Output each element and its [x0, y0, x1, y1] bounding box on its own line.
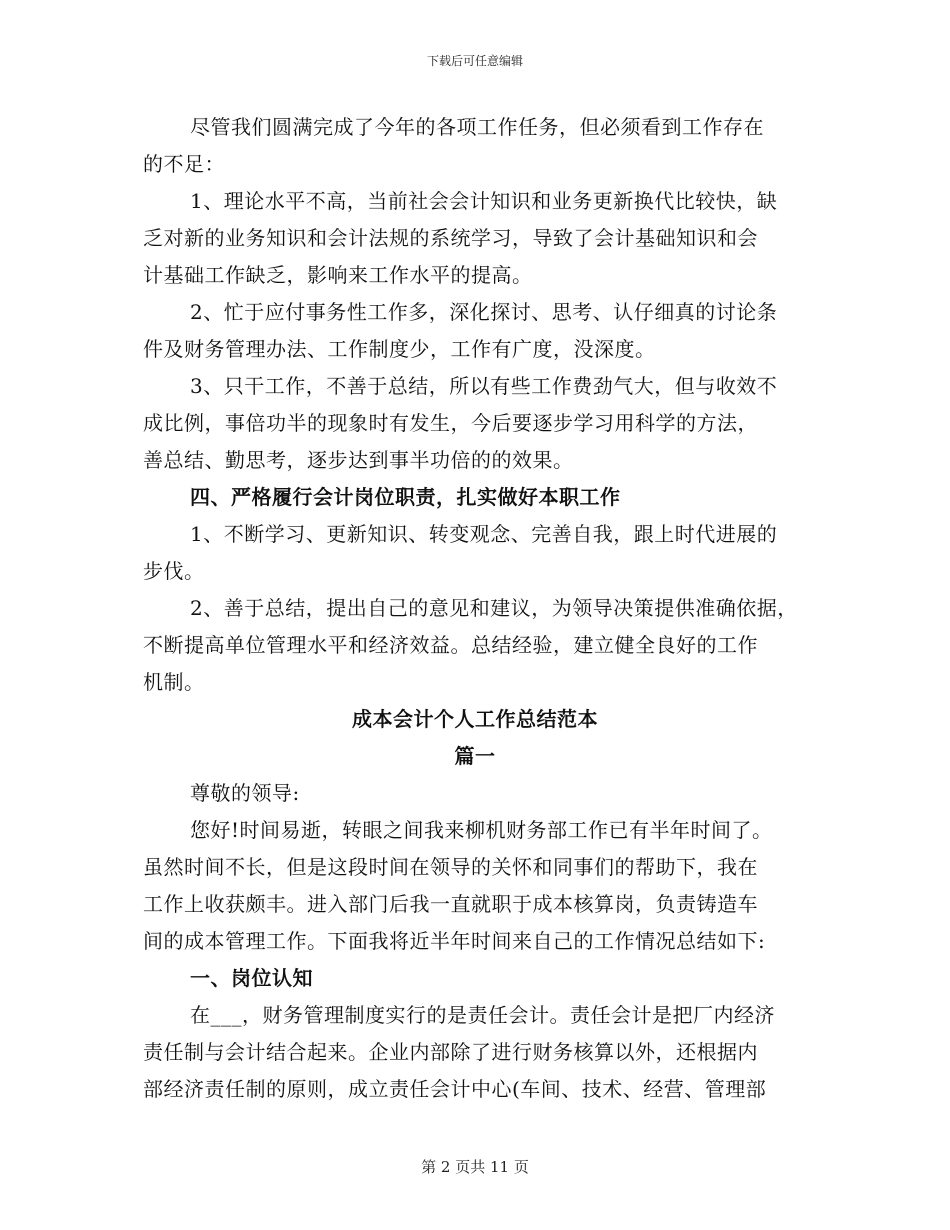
section-heading: 四、严格履行会计岗位职责，扎实做好本职工作	[190, 485, 621, 509]
paragraph-line: 件及财务管理办法、工作制度少，工作有广度，没深度。	[143, 337, 656, 361]
paragraph-line: 部经济责任制的原则，成立责任会计中心(车间、技术、经营、管理部	[143, 1077, 767, 1101]
paragraph-line: 3、只干工作，不善于总结，所以有些工作费劲气大，但与收效不	[190, 374, 778, 398]
page-footer: 第 2 页共 11 页	[421, 1158, 529, 1176]
paragraph-line: 计基础工作缺乏，影响来工作水平的提高。	[143, 263, 533, 287]
paragraph-line: 虽然时间不长，但是这段时间在领导的关怀和同事们的帮助下，我在	[143, 855, 758, 879]
paragraph-line: 的不足：	[143, 152, 225, 176]
page-header: 下载后可任意编辑	[426, 54, 523, 68]
section-heading: 一、岗位认知	[190, 966, 313, 990]
paragraph-line: 您好!时间易逝，转眼之间我来柳机财务部工作已有半年时间了。	[190, 818, 773, 842]
paragraph-line: 2、善于总结，提出自己的意见和建议，为领导决策提供准确依据，	[190, 596, 798, 620]
paragraph-line: 善总结、勤思考，逐步达到事半功倍的的效果。	[143, 448, 574, 472]
document-title: 成本会计个人工作总结范本	[352, 707, 598, 731]
paragraph-line: 责任制与会计结合起来。企业内部除了进行财务核算以外，还根据内	[143, 1040, 758, 1064]
paragraph-line: 1、不断学习、更新知识、转变观念、完善自我，跟上时代进展的	[190, 522, 778, 546]
paragraph-line: 尽管我们圆满完成了今年的各项工作任务，但必须看到工作存在	[190, 115, 764, 139]
paragraph-line: 工作上收获颇丰。进入部门后我一直就职于成本核算岗，负责铸造车	[143, 892, 758, 916]
paragraph-line: 间的成本管理工作。下面我将近半年时间来自己的工作情况总结如下:	[143, 929, 766, 953]
paragraph-line: 在___，财务管理制度实行的是责任会计。责任会计是把厂内经济	[190, 1003, 775, 1027]
paragraph-line: 不断提高单位管理水平和经济效益。总结经验，建立健全良好的工作	[143, 633, 758, 657]
paragraph-line: 成比例，事倍功半的现象时有发生，今后要逐步学习用科学的方法，	[143, 411, 758, 435]
paragraph-line: 乏对新的业务知识和会计法规的系统学习，导致了会计基础知识和会	[143, 226, 758, 250]
paragraph-line: 1、理论水平不高，当前社会会计知识和业务更新换代比较快，缺	[190, 189, 778, 213]
paragraph-line: 2、忙于应付事务性工作多，深化探讨、思考、认仔细真的讨论条	[190, 300, 778, 324]
paragraph-line: 机制。	[143, 670, 205, 694]
paragraph-line: 步伐。	[143, 559, 205, 583]
salutation: 尊敬的领导:	[190, 781, 300, 805]
document-subtitle: 篇一	[454, 744, 496, 768]
